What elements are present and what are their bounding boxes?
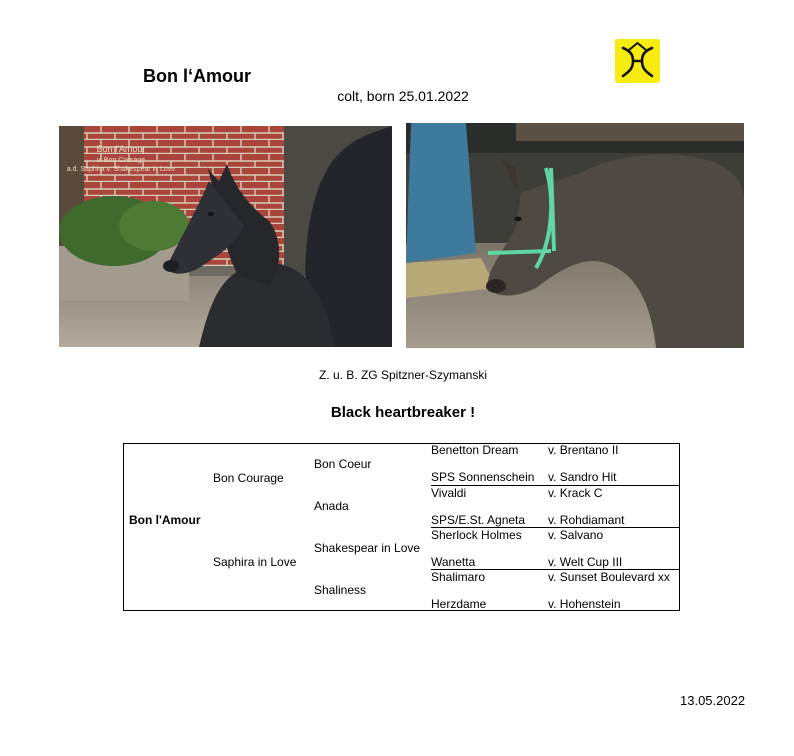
pedigree-g3-sire: v. Sunset Boulevard xx [548,570,670,584]
pedigree-g3-name: SPS Sonnenschein [431,470,535,484]
pedigree-sire-dam: Anada [314,499,349,513]
pedigree-g3-sire: v. Krack C [548,486,603,500]
pedigree-g3-sire: v. Salvano [548,528,604,542]
pedigree-g3-name: Wanetta [431,555,476,569]
photo-overlay-dam: a.d. Saphira v. Shakespear in Love [66,166,176,173]
horse-subtitle: colt, born 25.01.2022 [337,88,469,104]
breeder-info: Z. u. B. ZG Spitzner-Szymanski [318,368,488,382]
pedigree-g3-sire: v. Sandro Hit [548,470,617,484]
pedigree-g3-name: Benetton Dream [431,443,519,457]
pedigree-dam-sire: Shakespear in Love [314,541,421,555]
page-title: Bon l‘Amour [143,66,251,86]
foal-photo-right [406,123,744,348]
pedigree-g3-name: Sherlock Holmes [431,528,522,542]
pedigree-horse: Bon l'Amour [129,513,201,527]
pedigree-dam-dam: Shaliness [314,583,367,597]
pedigree-dam: Saphira in Love [213,555,297,569]
pedigree-g3-sire: v. Brentano II [548,443,619,457]
pedigree-g3-name: SPS/E.St. Agneta [431,513,526,527]
document-date: 13.05.2022 [680,693,746,708]
foal-photo-left [59,126,392,347]
pedigree-g3-sire: v. Welt Cup III [548,555,623,569]
pedigree-sire: Bon Courage [213,471,284,485]
photo-overlay-sire: v. Bon Courage [96,157,146,164]
pedigree-table [123,443,680,611]
pedigree-g3-name: Herzdame [431,597,487,611]
pedigree-g3-sire: v. Hohenstein [548,597,621,611]
photo-overlay-name: Bon l'Amour [96,144,146,154]
pedigree-g3-name: Vivaldi [431,486,467,500]
pedigree-g3-name: Shalimaro [431,570,486,584]
pedigree-g3-sire: v. Rohdiamant [548,513,625,527]
slogan: Black heartbreaker ! [330,404,476,421]
brand-mark-icon [615,39,660,83]
pedigree-sire-sire: Bon Coeur [314,457,372,471]
